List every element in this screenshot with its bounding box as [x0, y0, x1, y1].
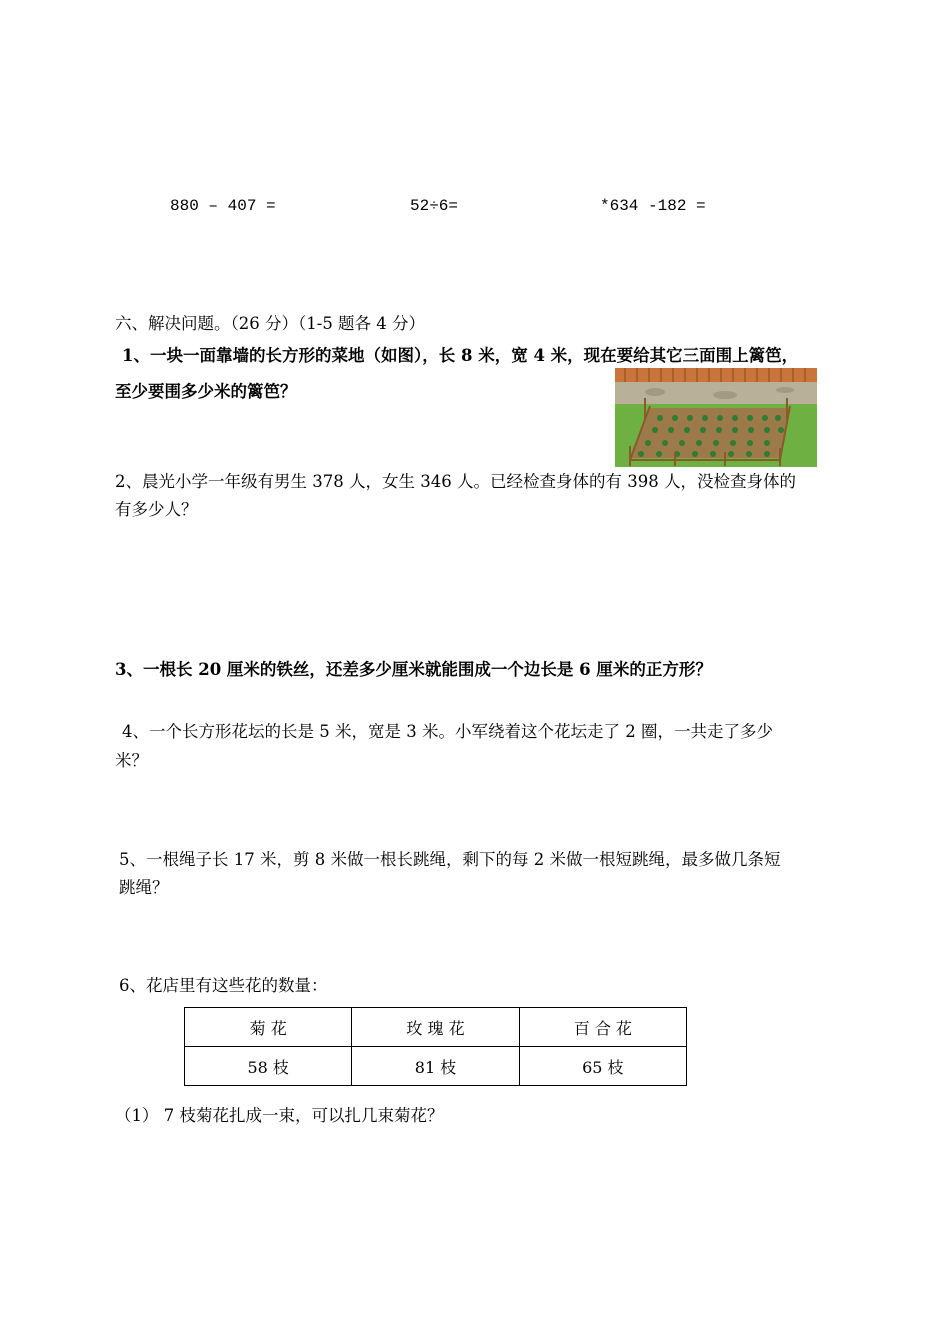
- calc-3: *634 -182 =: [600, 197, 706, 215]
- flower-table-header-row: [185, 1008, 687, 1047]
- question-6-sub-1: （1） 7 枝菊花扎成一束，可以扎几束菊花？: [115, 1106, 444, 1125]
- question-4-line-1: 4、一个长方形花坛的长是 5 米，宽是 3 米。小军绕着这个花坛走了 2 圈，一共走了多少: [122, 722, 773, 741]
- flower-header-lily: 百 合 花: [519, 1008, 686, 1047]
- flower-table-count-row: [185, 1047, 687, 1086]
- calc-1: 880 – 407 =: [170, 197, 276, 215]
- flower-header-rose: 玫 瑰 花: [352, 1008, 519, 1047]
- flower-count-rose: 81 枝: [352, 1047, 519, 1086]
- question-5-line-2: 跳绳？: [119, 878, 169, 897]
- question-4-line-2: 米？: [115, 751, 148, 770]
- question-1-line-1: 1、一块一面靠墙的长方形的菜地（如图），长 8 米，宽 4 米，现在要给其它三面围上篱笆，: [122, 346, 799, 365]
- flower-count-lily: 65 枝: [519, 1047, 686, 1086]
- vegetable-garden-image: [615, 368, 817, 467]
- question-5-line-1: 5、一根绳子长 17 米，剪 8 米做一根长跳绳，剩下的每 2 米做一根短跳绳，最多做几条短: [119, 850, 781, 869]
- question-6: 6、花店里有这些花的数量：: [119, 976, 328, 995]
- question-1-line-2: 至少要围多少米的篱笆？: [115, 382, 297, 401]
- calc-2: 52÷6=: [410, 197, 459, 215]
- flower-table: [184, 1007, 687, 1086]
- flower-header-chrysanthemum: 菊 花: [185, 1008, 352, 1047]
- section-title: 六、解决问题。（26 分）（1-5 题各 4 分）: [115, 314, 426, 333]
- question-2-line-1: 2、晨光小学一年级有男生 378 人，女生 346 人。已经检查身体的有 398 人，没检查身体的: [115, 472, 796, 491]
- vegetable-garden-icon: [615, 368, 817, 467]
- question-3: 3、一根长 20 厘米的铁丝，还差多少厘米就能围成一个边长是 6 厘米的正方形？: [115, 660, 712, 679]
- flower-count-chrysanthemum: 58 枝: [185, 1047, 352, 1086]
- question-2-line-2: 有多少人？: [115, 500, 198, 519]
